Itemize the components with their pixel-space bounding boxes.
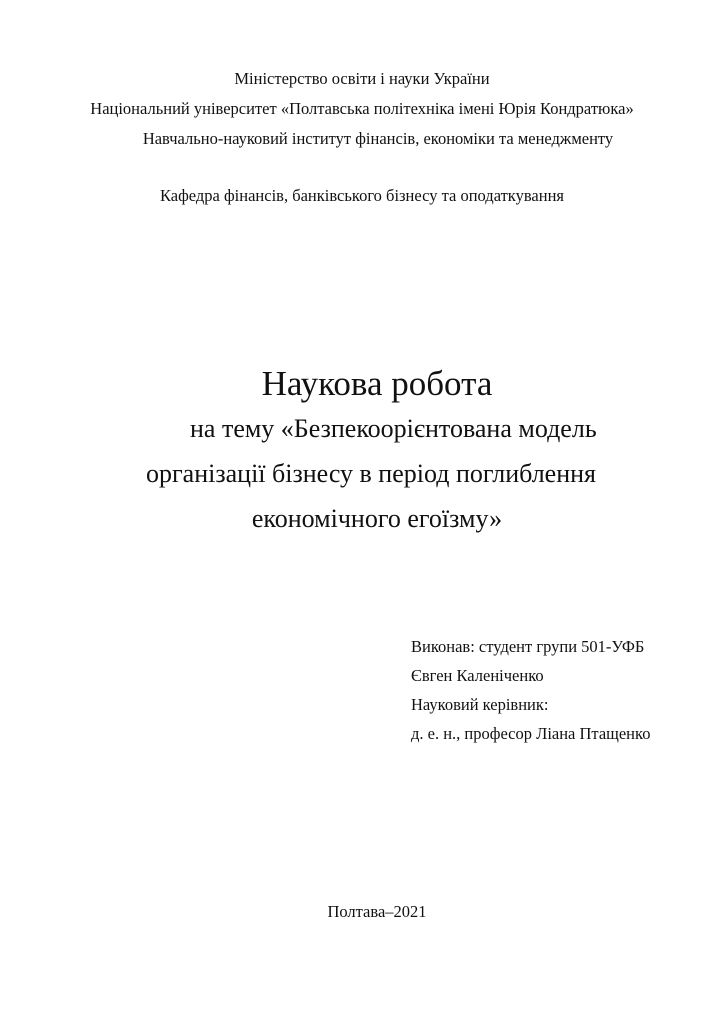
- ministry-line: Міністерство освіти і науки України: [234, 69, 490, 88]
- performed-by: Виконав: студент групи 501-УФБ: [411, 637, 645, 656]
- topic-line-1: на тему «Безпекоорієнтована модель: [190, 414, 597, 443]
- department-line: Кафедра фінансів, банківського бізнесу та оподаткування: [159, 186, 564, 205]
- city-year: Полтава–2021: [327, 902, 427, 921]
- supervisor-label: Науковий керівник:: [411, 695, 549, 714]
- student-name: Євген Каленіченко: [411, 666, 544, 685]
- supervisor-name: д. е. н., професор Ліана Птащенко: [411, 724, 651, 743]
- university-line: Національний університет «Полтавська політехніка імені Юрія Кондратюка»: [90, 99, 634, 118]
- topic-line-3: економічного егоїзму»: [251, 504, 503, 533]
- topic-line-2: організації бізнесу в період поглиблення: [146, 459, 596, 488]
- work-title: Наукова робота: [261, 364, 493, 403]
- institute-line: Навчально-науковий інститут фінансів, економіки та менеджменту: [142, 129, 614, 148]
